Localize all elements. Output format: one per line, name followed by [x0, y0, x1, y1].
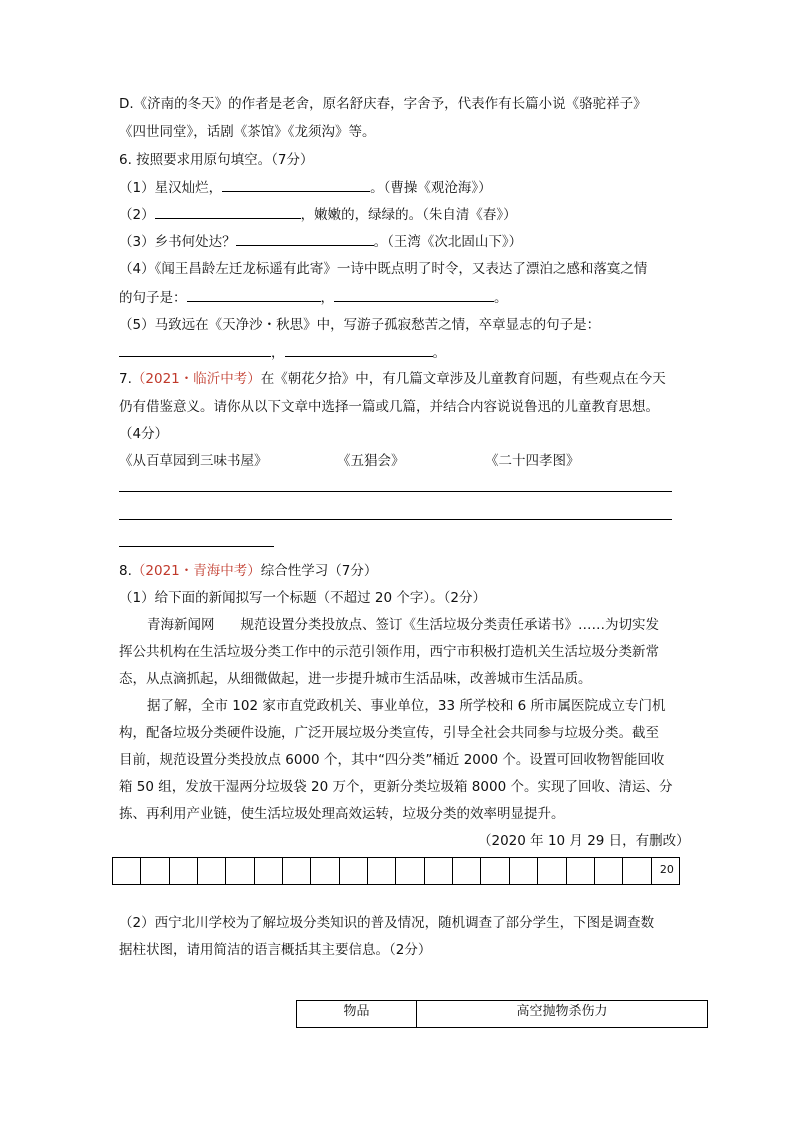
q8-part2-line2: 据柱状图，请用简洁的语言概括其主要信息。（2分） [119, 942, 432, 958]
answer-line[interactable] [119, 519, 672, 520]
source-tag: （2021・青海中考） [131, 563, 261, 579]
option-d-line1: D.《济南的冬天》的作者是老舍，原名舒庆春，字舍予，代表作有长篇小说《骆驼祥子》 [119, 96, 647, 112]
q6-stem: 6. 按照要求用原句填空。（7分） [119, 152, 314, 168]
q6-s4-line1: （4）《闻王昌龄左迁龙标遥有此寄》一诗中既点明了时令，又表达了漂泊之感和落寞之情 [119, 261, 648, 277]
q6-s5-line1: （5）马致远在《天净沙・秋思》中，写游子孤寂愁苦之情，卒章显志的句子是： [119, 317, 601, 333]
table-header-item: 物品 [297, 1001, 417, 1027]
q7-option: 《从百草园到三味书屋》 [119, 453, 268, 469]
option-d-line2: 《四世同堂》，话剧《茶馆》《龙须沟》等。 [119, 124, 376, 140]
news-line: 据了解，全市 102 家市直党政机关、事业单位，33 所学校和 6 所市属医院成立专门机 [147, 698, 666, 714]
blank[interactable] [155, 204, 301, 219]
q6-s1: （1）星汉灿烂， 。（曹操《观沧海》） [119, 177, 492, 198]
blank[interactable] [236, 231, 374, 246]
blank[interactable] [285, 342, 433, 357]
grid-count: 20 [659, 863, 674, 876]
blank[interactable] [334, 287, 494, 302]
q6-s3: （3）乡书何处达？ 。（王湾《次北固山下》） [119, 231, 522, 252]
news-line: 拣、再利用产业链，使生活垃圾处理高效运转，垃圾分类的效率明显提升。 [119, 806, 565, 822]
blank[interactable] [119, 342, 271, 357]
q6-s5-line2: ， 。 [119, 342, 446, 363]
q7-line3: （4分） [119, 426, 169, 442]
news-line: 目前，规范设置分类投放点 6000 个，其中“四分类”桶近 2000 个。设置可回收物智能回收 [119, 752, 665, 768]
answer-line[interactable] [119, 491, 672, 492]
q8-part2-line1: （2）西宁北川学校为了解垃圾分类知识的普及情况，随机调查了部分学生，下图是调查数 [119, 915, 655, 931]
news-line: 挥公共机构在生活垃圾分类工作中的示范引领作用，西宁市积极打造机关生活垃圾分类新常 [119, 644, 659, 660]
q7-line2: 仍有借鉴意义。请你从以下文章中选择一篇或几篇，并结合内容说说鲁迅的儿童教育思想。 [119, 399, 659, 415]
source-tag: （2021・临沂中考） [131, 371, 261, 387]
news-date: （2020 年 10 月 29 日，有删改） [478, 833, 690, 849]
q7-line1: 7.（2021・临沂中考）在《朝花夕拾》中，有几篇文章涉及儿童教育问题，有些观点在今天 [119, 371, 666, 387]
news-line: 构，配备垃圾分类硬件设施，广泛开展垃圾分类宣传，引导全社会共同参与垃圾分类。截至 [119, 725, 659, 741]
table-header-damage: 高空抛物杀伤力 [516, 1004, 608, 1019]
news-line: 箱 50 组，发放干湿两分垃圾袋 20 万个，更新分类垃圾箱 8000 个。实现了回收、清运、分 [119, 779, 673, 795]
q7-option: 《二十四孝图》 [485, 453, 580, 469]
news-line: 青海新闻网 规范设置分类投放点、签订《生活垃圾分类责任承诺书》……为切实发 [147, 617, 659, 633]
q7-option: 《五猖会》 [337, 453, 405, 469]
data-table [296, 1000, 708, 1028]
answer-grid[interactable] [112, 857, 680, 885]
q6-s2: （2） ，嫩嫩的，绿绿的。（朱自清《春》） [119, 204, 517, 225]
q6-s4-line2: 的句子是： ， 。 [119, 287, 508, 308]
blank[interactable] [187, 287, 321, 302]
q8-part1: （1）给下面的新闻拟写一个标题（不超过 20 个字）。（2分） [119, 590, 486, 606]
q8-heading: 8.（2021・青海中考）综合性学习（7分） [119, 563, 378, 579]
blank[interactable] [222, 177, 370, 192]
news-line: 态，从点滴抓起，从细微做起，进一步提升城市生活品味，改善城市生活品质。 [119, 671, 592, 687]
answer-line[interactable] [119, 546, 274, 547]
